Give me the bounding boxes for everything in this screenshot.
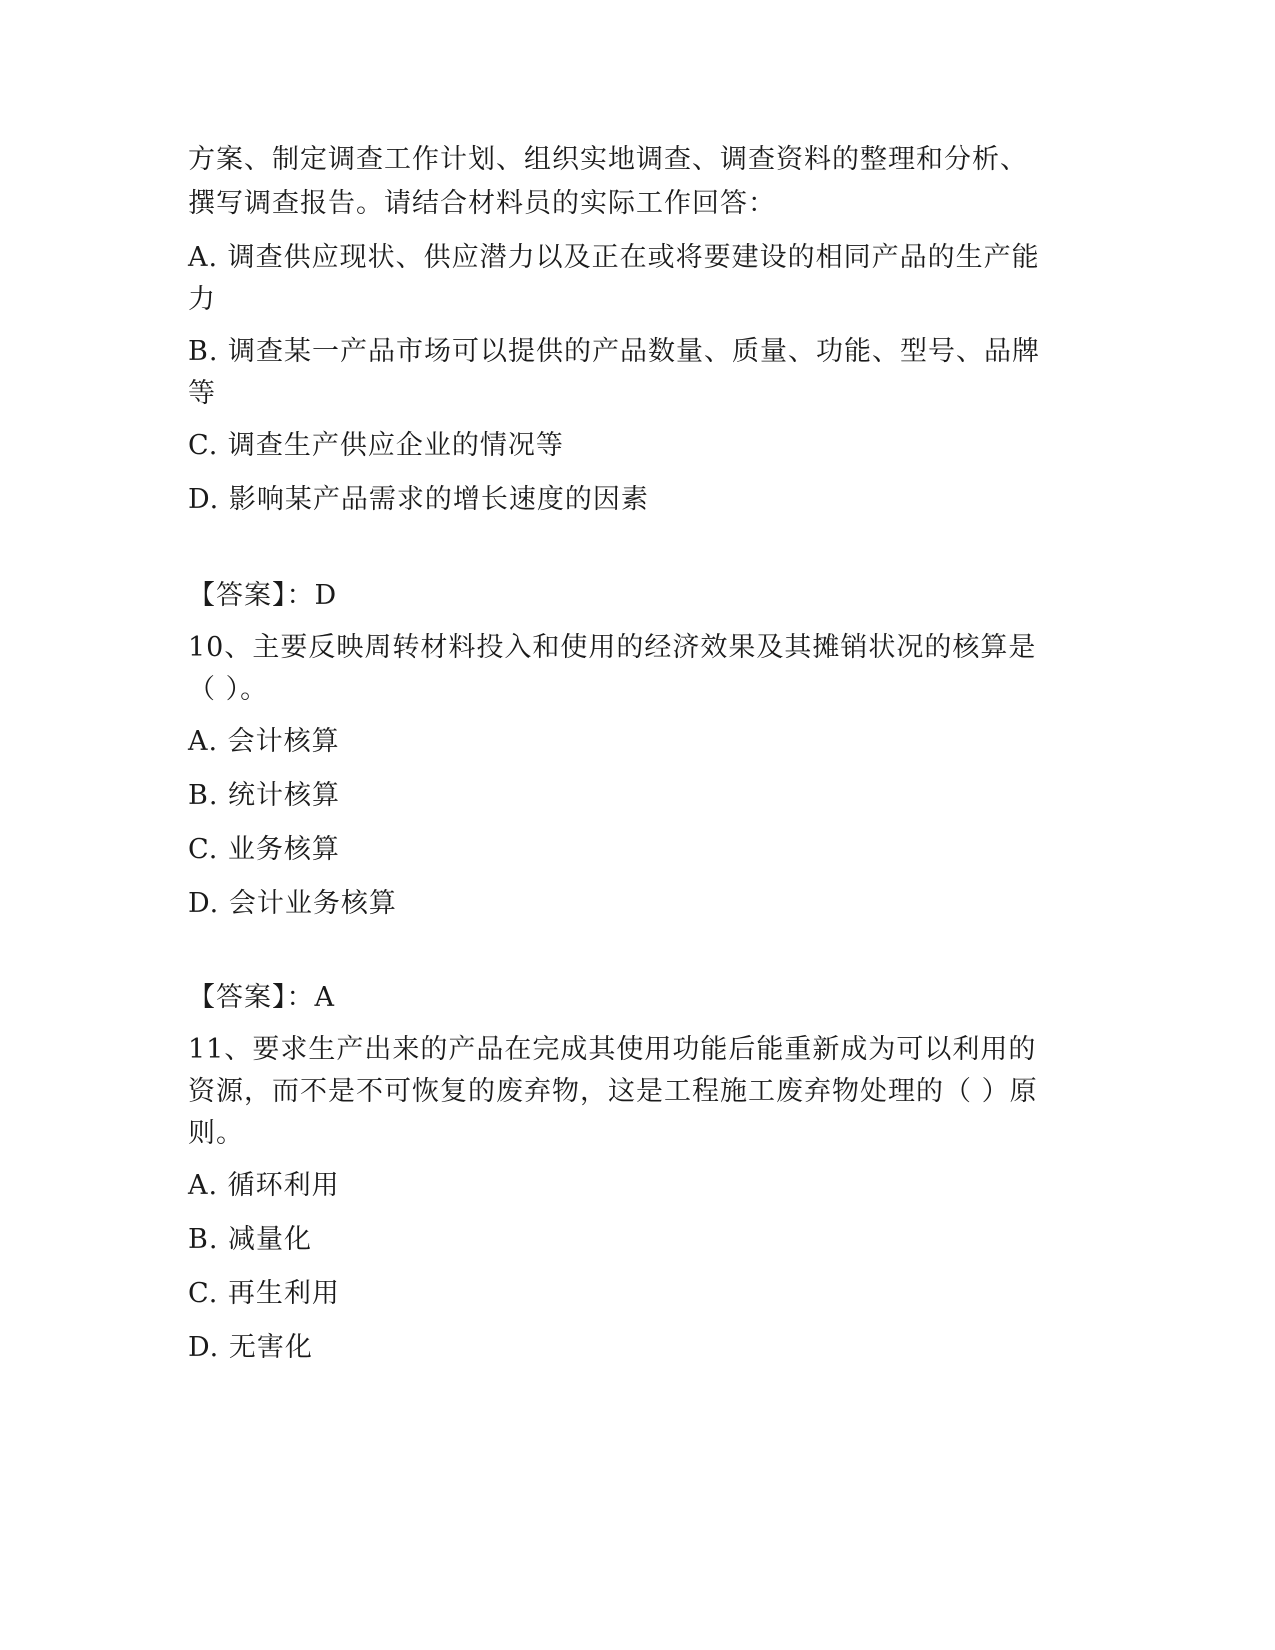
- q9-option-b-line-1: B. 调查某一产品市场可以提供的产品数量、质量、功能、型号、品牌: [188, 336, 1041, 367]
- q10-stem-line-1: 10、主要反映周转材料投入和使用的经济效果及其摊销状况的核算是: [188, 632, 1037, 663]
- q9-stem-line-2: 撰写调查报告。请结合材料员的实际工作回答：: [188, 188, 776, 219]
- q9-stem-line-1: 方案、制定调查工作计划、组织实地调查、调查资料的整理和分析、: [188, 144, 1028, 175]
- q11-option-d: D. 无害化: [188, 1332, 313, 1363]
- q10-option-a: A. 会计核算: [188, 726, 340, 757]
- q11-option-c: C. 再生利用: [188, 1278, 340, 1309]
- q11-stem-line-2: 资源，而不是不可恢复的废弃物，这是工程施工废弃物处理的（ ）原: [188, 1076, 1038, 1107]
- q10-stem-line-2: （ ）。: [188, 674, 269, 705]
- q9-option-b-line-2: 等: [188, 378, 216, 409]
- q10-option-d: D. 会计业务核算: [188, 888, 397, 919]
- q10-option-c: C. 业务核算: [188, 834, 340, 865]
- q9-option-a-line-2: 力: [188, 284, 216, 315]
- q9-option-a-line-1: A. 调查供应现状、供应潜力以及正在或将要建设的相同产品的生产能: [188, 242, 1040, 273]
- q10-option-b: B. 统计核算: [188, 780, 341, 811]
- q11-stem-line-3: 则。: [188, 1118, 244, 1149]
- q11-option-b: B. 减量化: [188, 1224, 313, 1255]
- q9-answer: 【答案】：D: [188, 580, 338, 611]
- q11-stem-line-1: 11、要求生产出来的产品在完成其使用功能后能重新成为可以利用的: [188, 1034, 1037, 1065]
- q11-option-a: A. 循环利用: [188, 1170, 340, 1201]
- q9-option-d: D. 影响某产品需求的增长速度的因素: [188, 484, 649, 515]
- q9-option-c: C. 调查生产供应企业的情况等: [188, 430, 564, 461]
- q10-answer: 【答案】：A: [188, 982, 335, 1013]
